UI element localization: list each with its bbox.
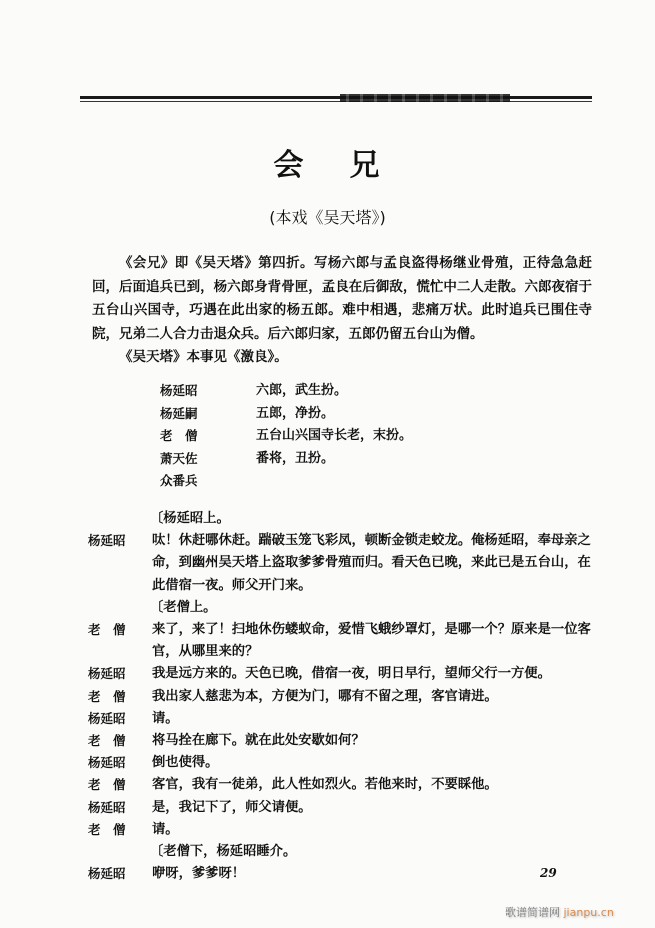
speech-text: 咿呀，爹爹呀！ <box>152 866 246 882</box>
dialogue-line <box>88 663 598 685</box>
cast-name: 杨延昭 <box>160 383 198 398</box>
cast-row <box>160 448 412 471</box>
cast-name: 萧天佐 <box>160 450 198 466</box>
speech-text: 我是远方来的。天色已晚，借宿一夜，明日早行，望师父行一方便。 <box>152 666 551 682</box>
header-rule-thin <box>80 101 592 102</box>
cast-desc: 五台山兴国寺长老，末扮。 <box>256 428 413 443</box>
dialogue-line <box>88 730 598 752</box>
watermark-site-name: 歌谱简谱网 <box>505 906 560 919</box>
speaker-name: 老 僧 <box>88 777 126 793</box>
speaker-name: 老 僧 <box>88 688 126 704</box>
cast-row <box>160 425 412 448</box>
intro-section <box>92 252 592 370</box>
speaker-name: 杨延昭 <box>88 533 126 549</box>
cast-list <box>160 380 412 493</box>
speech-text: 将马拴在廊下。就在此处安歇如何？ <box>152 733 365 749</box>
header-rule <box>80 96 592 99</box>
speech-text: 呔！休赶哪休赶。踹破玉笼飞彩凤，顿断金锁走蛟龙。俺杨延昭，奉母亲之命，到幽州吴天塔上盗取爹爹骨殖而归。看天色已晚，来此已是五台山，在此借宿一夜。师父开门来。 <box>152 533 591 593</box>
cast-name: 众番兵 <box>160 473 198 488</box>
title-char-2: 兄 <box>349 148 382 183</box>
intro-paragraph: 《吴天塔》本事见《激良》。 <box>119 349 288 365</box>
speech-text: 倒也使得。 <box>152 755 219 771</box>
dialogue-line <box>88 708 598 730</box>
stage-direction: 〔老僧下，杨延昭睡介。 <box>150 844 297 860</box>
speaker-name: 杨延昭 <box>88 799 126 815</box>
speaker-name: 老 僧 <box>88 821 126 837</box>
stage-direction: 〔杨延昭上。 <box>150 511 230 526</box>
cast-row <box>160 470 412 493</box>
dialogue-line <box>88 863 598 885</box>
dialogue-line <box>88 774 598 796</box>
dialogue-line <box>88 819 598 841</box>
cast-name: 杨延嗣 <box>160 405 198 421</box>
title-char-1: 会 <box>273 148 306 183</box>
cast-row <box>160 403 412 426</box>
speaker-name: 杨延昭 <box>88 710 126 726</box>
page-number: 29 <box>540 866 557 880</box>
speech-text: 我出家人慈悲为本，方便为门，哪有不留之理，客官请进。 <box>152 688 498 704</box>
speech-text: 请。 <box>152 710 179 726</box>
speaker-name: 老 僧 <box>88 733 126 749</box>
dialogue-line <box>88 797 598 819</box>
dialogue-line <box>88 686 598 708</box>
dialogue-line <box>88 752 598 774</box>
speech-text: 来了，来了！扫地休伤蝼蚁命，爱惜飞蛾纱罩灯，是哪一个？原来是一位客官，从哪里来的？ <box>152 622 591 660</box>
watermark-domain: jianpu.cn <box>563 906 614 919</box>
speech-text: 请。 <box>152 821 179 837</box>
cast-name: 老 僧 <box>160 428 198 443</box>
stage-direction: 〔老僧上。 <box>150 599 217 615</box>
script-body <box>88 508 598 885</box>
running-head-smudge <box>340 94 510 102</box>
speaker-name: 杨延昭 <box>88 866 126 882</box>
speech-text: 是，我记下了，师父请便。 <box>152 799 312 815</box>
speaker-name: 杨延昭 <box>88 666 126 682</box>
cast-desc: 五郎，净扮。 <box>256 405 335 421</box>
intro-paragraph: 《会兄》即《吴天塔》第四折。写杨六郎与孟良盗得杨继业骨殖，正待急急赶回，后面追兵已到，杨六郎身背骨匣，孟良在后御敌，慌忙中二人走散。六郎夜宿于五台山兴国寺，巧遇在此出家的杨五郎。难中相遇，悲痛万状。此时追兵已围住寺院，兄弟二人合力击退众兵。后六郎归家，五郎仍留五台山为僧。 <box>92 255 592 342</box>
cast-desc: 番将，丑扮。 <box>256 450 335 466</box>
speech-text: 客官，我有一徒弟，此人性如烈火。若他来时，不要睬他。 <box>152 777 498 793</box>
speaker-name: 杨延昭 <box>88 755 126 771</box>
cast-desc: 六郎，武生扮。 <box>256 383 348 398</box>
subtitle: (本戏《吴天塔》) <box>269 208 386 227</box>
dialogue-line <box>88 530 598 597</box>
dialogue-line <box>88 619 598 663</box>
page-title <box>0 140 655 184</box>
cast-row <box>160 380 412 403</box>
speaker-name: 老 僧 <box>88 622 126 638</box>
watermark <box>505 904 614 920</box>
